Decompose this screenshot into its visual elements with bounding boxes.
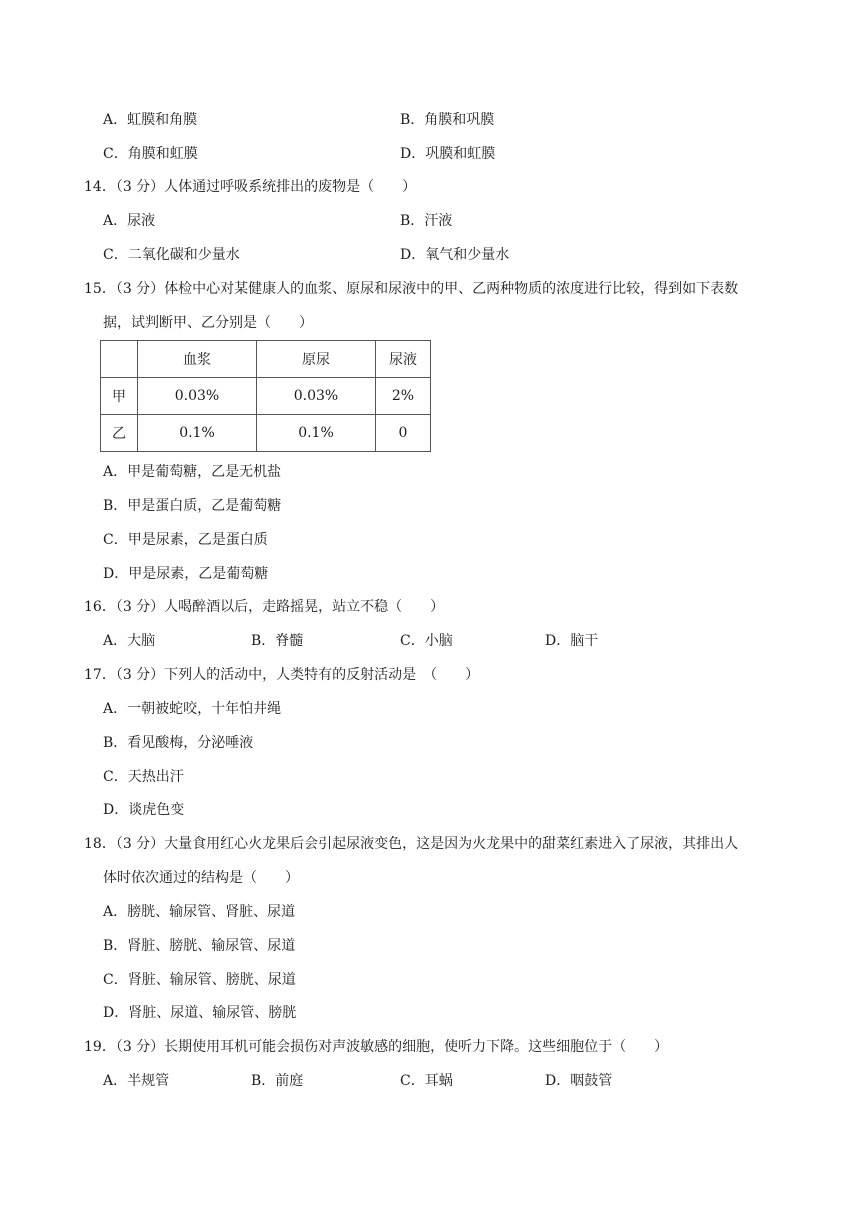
q16-option-b: B．脊髓 — [251, 633, 304, 649]
q14-option-d: D．氧气和少量水 — [400, 247, 510, 263]
table-cell: 甲 — [101, 378, 138, 415]
q19-option-a: A．半规管 — [103, 1073, 170, 1089]
q19-option-d: D．咽鼓管 — [545, 1073, 613, 1089]
q19-option-c: C．耳蜗 — [400, 1073, 453, 1089]
q19-option-b: B．前庭 — [251, 1073, 304, 1089]
table-cell — [101, 341, 138, 378]
q15-option-c: C．甲是尿素，乙是蛋白质 — [103, 532, 268, 548]
q13-option-c: C．角膜和虹膜 — [103, 146, 198, 162]
table-cell: 0.1% — [257, 415, 376, 452]
q15-option-b: B．甲是蛋白质，乙是葡萄糖 — [103, 498, 282, 514]
q17-option-c: C．天热出汗 — [103, 769, 184, 785]
table-header-primary-urine: 原尿 — [257, 341, 376, 378]
q16-option-c: C．小脑 — [400, 633, 453, 649]
table-header-row — [101, 341, 431, 378]
q17-stem: 17．（3 分）下列人的活动中，人类特有的反射活动是 （ ） — [84, 667, 480, 683]
table-cell: 0.03% — [138, 378, 257, 415]
q19-stem: 19．（3 分）长期使用耳机可能会损伤对声波敏感的细胞，使听力下降。这些细胞位于（ ） — [84, 1039, 669, 1055]
table-cell: 0 — [376, 415, 431, 452]
q15-option-a: A．甲是葡萄糖，乙是无机盐 — [103, 464, 282, 480]
q18-stem-line-2: 体时依次通过的结构是（ ） — [103, 870, 299, 886]
table-cell: 0.03% — [257, 378, 376, 415]
q14-option-a: A．尿液 — [103, 213, 156, 229]
q14-option-c: C．二氧化碳和少量水 — [103, 247, 240, 263]
q17-option-a: A．一朝被蛇咬，十年怕井绳 — [103, 701, 282, 717]
q17-option-b: B．看见酸梅，分泌唾液 — [103, 735, 254, 751]
q15-stem-line-2: 据，试判断甲、乙分别是（ ） — [103, 315, 313, 331]
q18-option-b: B．肾脏、膀胱、输尿管、尿道 — [103, 938, 296, 954]
q18-stem-line-1: 18．（3 分）大量食用红心火龙果后会引起尿液变色，这是因为火龙果中的甜菜红素进入了尿液，其排出人 — [84, 836, 739, 852]
q14-stem: 14．（3 分）人体通过呼吸系统排出的废物是（ ） — [84, 179, 417, 195]
table-cell: 2% — [376, 378, 431, 415]
q18-option-d: D．肾脏、尿道、输尿管、膀胱 — [103, 1005, 297, 1021]
table-cell: 乙 — [101, 415, 138, 452]
q13-option-d: D．巩膜和虹膜 — [400, 146, 496, 162]
q13-option-a: A．虹膜和角膜 — [103, 112, 198, 128]
q16-option-a: A．大脑 — [103, 633, 156, 649]
q15-stem-line-1: 15．（3 分）体检中心对某健康人的血浆、原尿和尿液中的甲、乙两种物质的浓度进行比较，得到如下表数 — [84, 281, 739, 297]
table-header-plasma: 血浆 — [138, 341, 257, 378]
table-header-urine: 尿液 — [376, 341, 431, 378]
q15-option-d: D．甲是尿素，乙是葡萄糖 — [103, 566, 269, 582]
q18-option-c: C．肾脏、输尿管、膀胱、尿道 — [103, 972, 296, 988]
table-row — [101, 378, 431, 415]
q13-option-b: B．角膜和巩膜 — [400, 112, 495, 128]
q16-stem: 16．（3 分）人喝醉酒以后，走路摇晃，站立不稳（ ） — [84, 599, 445, 615]
table-cell: 0.1% — [138, 415, 257, 452]
q14-option-b: B．汗液 — [400, 213, 453, 229]
q16-option-d: D．脑干 — [545, 633, 599, 649]
q18-option-a: A．膀胱、输尿管、肾脏、尿道 — [103, 904, 296, 920]
q15-data-table — [100, 340, 431, 452]
table-row — [101, 415, 431, 452]
q17-option-d: D．谈虎色变 — [103, 802, 185, 818]
